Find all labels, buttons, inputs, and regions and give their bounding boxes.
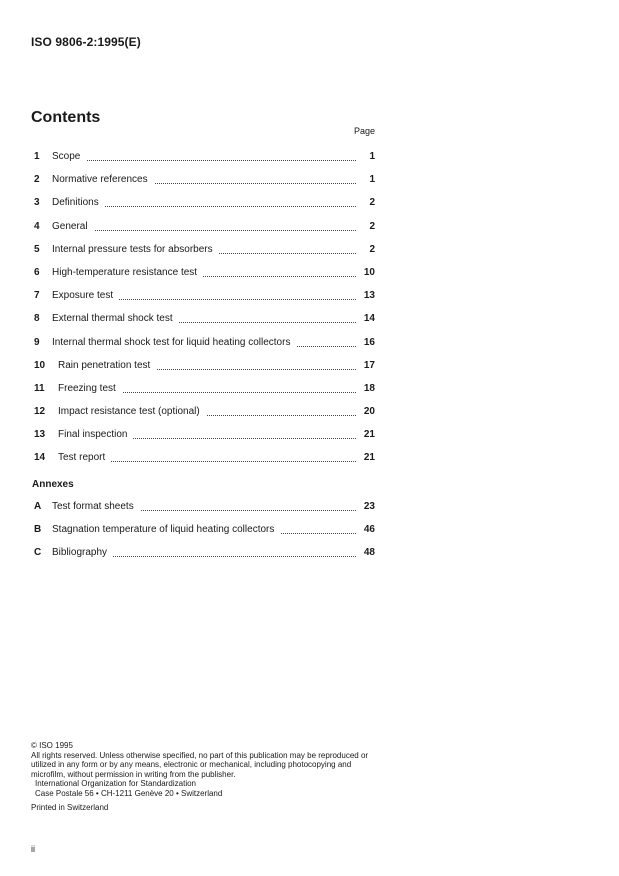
toc-row (34, 495, 376, 518)
toc-page: 20 (363, 406, 375, 418)
printed-in: Printed in Switzerland (31, 803, 109, 812)
toc-page: 13 (363, 290, 375, 302)
toc-row (34, 284, 376, 307)
toc-title: General (52, 215, 94, 238)
toc-title: Test format sheets (52, 495, 140, 518)
copyright-notice (31, 741, 381, 799)
toc-page: 2 (369, 197, 375, 209)
page-number: ii (31, 844, 35, 854)
toc-number: 9 (34, 336, 40, 348)
rights-text: All rights reserved. Unless otherwise specified, no part of this publication may be reproduced or utilized in any form or by any means, electronic or mechanical, including photocopying and microfilm, without permission in writing from the publisher. (31, 750, 369, 779)
toc-page: 21 (363, 452, 375, 464)
toc-title: Stagnation temperature of liquid heating collectors (52, 518, 280, 541)
toc-row (34, 261, 376, 284)
toc-number: 7 (34, 290, 40, 302)
document-id: ISO 9806-2:1995(E) (31, 35, 141, 49)
toc-number: 13 (34, 429, 46, 441)
toc-number: 11 (34, 382, 45, 394)
toc-number: 4 (34, 220, 40, 232)
toc-page: 1 (369, 174, 375, 186)
toc-title: Bibliography (52, 541, 113, 564)
toc-title: Impact resistance test (optional) (58, 400, 206, 423)
toc-page: 23 (363, 501, 375, 512)
toc-number: 2 (34, 174, 40, 186)
toc-row (34, 423, 376, 446)
toc-leader (56, 230, 356, 231)
toc-row (34, 541, 376, 564)
toc-row (34, 191, 376, 214)
toc-row (34, 518, 376, 541)
toc-row (34, 354, 376, 377)
toc-number: 1 (34, 151, 40, 162)
toc-number: 12 (34, 406, 46, 418)
toc-page: 14 (363, 313, 375, 325)
toc-row (34, 168, 376, 191)
toc-row (34, 377, 376, 400)
toc-title: Freezing test (58, 377, 122, 400)
toc-page: 10 (363, 266, 375, 278)
toc-leader (56, 160, 356, 161)
toc-number: 14 (34, 452, 46, 464)
annexes-list (34, 495, 376, 565)
toc-title: Scope (52, 145, 86, 168)
toc-title: Internal pressure tests for absorbers (52, 238, 219, 261)
toc-number: A (34, 501, 42, 512)
toc-page: 2 (369, 243, 375, 255)
toc-row (34, 215, 376, 238)
toc-number: 8 (34, 313, 40, 325)
toc-number: C (34, 547, 42, 559)
toc-page: 18 (363, 382, 375, 394)
contents-title: Contents (31, 109, 101, 126)
toc-title: Normative references (52, 168, 154, 191)
page-column-label: Page (354, 126, 376, 136)
toc-page: 2 (369, 220, 375, 232)
copyright-line: © ISO 1995 (31, 741, 73, 750)
toc-title: Rain penetration test (58, 354, 156, 377)
toc-row (34, 331, 376, 354)
toc-page: 48 (363, 547, 375, 559)
organization-name: International Organization for Standardization (35, 779, 196, 789)
toc-title: High-temperature resistance test (52, 261, 203, 284)
toc-page: 17 (363, 359, 375, 371)
toc-page: 46 (363, 524, 375, 536)
toc-title: External thermal shock test (52, 307, 179, 330)
toc-number: 3 (34, 197, 40, 209)
toc-title: Test report (58, 446, 111, 469)
toc-number: 10 (34, 359, 46, 371)
annexes-heading: Annexes (32, 479, 74, 490)
toc-page: 16 (363, 336, 375, 348)
toc-number: B (34, 524, 42, 536)
toc-row (34, 307, 376, 330)
toc-row (34, 145, 376, 168)
toc-title: Exposure test (52, 284, 119, 307)
toc-page: 21 (363, 429, 375, 441)
toc-row (34, 446, 376, 469)
toc-title: Definitions (52, 191, 105, 214)
toc-number: 6 (34, 266, 40, 278)
organization-address: Case Postale 56 • CH-1211 Genève 20 • Switzerland (35, 788, 223, 798)
toc-page: 1 (369, 151, 375, 162)
toc-row (34, 238, 376, 261)
table-of-contents (34, 145, 376, 470)
toc-number: 5 (34, 243, 40, 255)
toc-title: Final inspection (58, 423, 133, 446)
toc-row (34, 400, 376, 423)
toc-title: Internal thermal shock test for liquid heating collectors (52, 331, 296, 354)
